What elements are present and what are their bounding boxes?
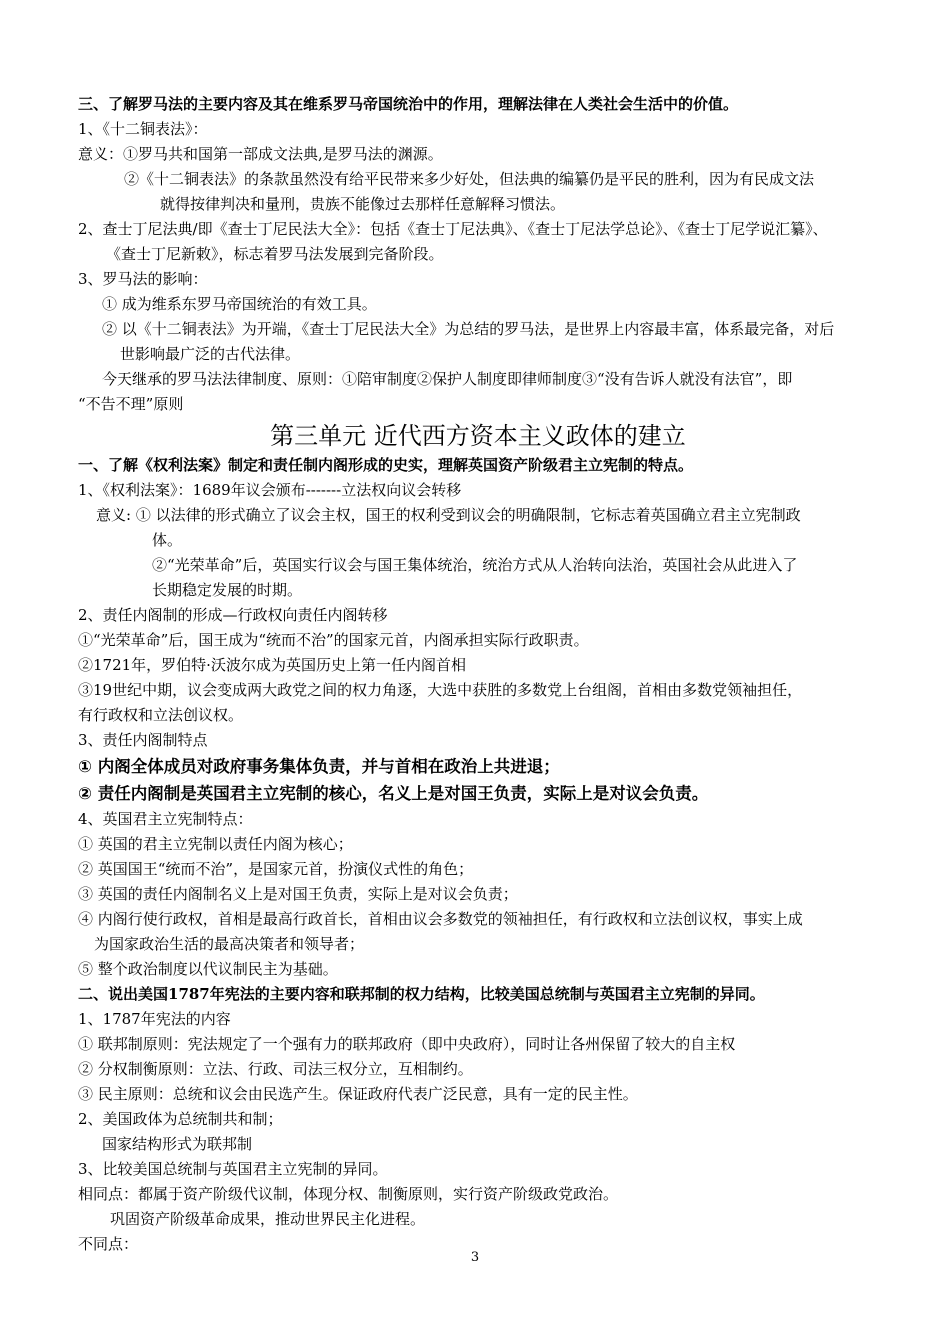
text-line: 巩固资产阶级革命成果，推动世界民主化进程。 xyxy=(110,1210,426,1228)
text-line: ③19世纪中期，议会变成两大政党之间的权力角逐，大选中获胜的多数党上台组阁，首相由多数党领袖担任， xyxy=(78,681,803,699)
text-line: 世影响最广泛的古代法律。 xyxy=(120,345,301,363)
page-number: 3 xyxy=(470,1250,480,1265)
text-line: ② 责任内阁制是英国君主立宪制的核心，名义上是对国王负责，实际上是对议会负责。 xyxy=(78,784,709,803)
text-line: 1、《十二铜表法》： xyxy=(78,120,208,138)
text-line: 体。 xyxy=(152,531,183,549)
text-line: 3、责任内阁制特点 xyxy=(78,731,208,749)
text-line: ② 分权制衡原则：立法、行政、司法三权分立，互相制约。 xyxy=(78,1060,473,1078)
text-line: 有行政权和立法创议权。 xyxy=(78,706,244,724)
text-line: ① 英国的君主立宪制以责任内阁为核心； xyxy=(78,835,353,853)
text-line: “不告不理”原则 xyxy=(78,395,184,413)
text-line: 2、查士丁尼法典/即《查士丁尼民法大全》：包括《查士丁尼法典》、《查士丁尼法学总论》、《查士丁尼学说汇纂》、 xyxy=(78,220,828,238)
text-line: 国家结构形式为联邦制 xyxy=(102,1135,253,1153)
text-line: 1、1787年宪法的内容 xyxy=(78,1010,231,1028)
text-line: 3、罗马法的影响： xyxy=(78,270,208,288)
text-line: ⑤ 整个政治制度以代议制民主为基础。 xyxy=(78,960,338,978)
text-line: ②1721年，罗伯特·沃波尔成为英国历史上第一任内阁首相 xyxy=(78,656,466,674)
text-line: 今天继承的罗马法法律制度、原则：①陪审制度②保护人制度即律师制度③“没有告诉人就没有法官”，即 xyxy=(102,370,793,388)
text-line: 长期稳定发展的时期。 xyxy=(152,581,303,599)
text-line: ② 英国国王“统而不治”，是国家元首，扮演仪式性的角色； xyxy=(78,860,474,878)
text-line: 2、责任内阁制的形成—行政权向责任内阁转移 xyxy=(78,606,388,624)
text-line: 意义: ① 以法律的形式确立了议会主权，国王的权利受到议会的明确限制，它标志着英国确立君主立宪制政 xyxy=(96,506,801,524)
document-body xyxy=(78,92,878,1257)
text-line: ②《十二铜表法》的条款虽然没有给平民带来多少好处，但法典的编纂仍是平民的胜利，因为有民成文法 xyxy=(124,170,815,188)
text-line: ① 联邦制原则：宪法规定了一个强有力的联邦政府（即中央政府），同时让各州保留了较大的自主权 xyxy=(78,1035,736,1053)
text-line: 1、《权利法案》：1689年议会颁布-------立法权向议会转移 xyxy=(78,481,462,499)
text-line: 为国家政治生活的最高决策者和领导者； xyxy=(94,935,365,953)
text-line: ④ 内阁行使行政权，首相是最高行政首长，首相由议会多数党的领袖担任，有行政权和立法创议权，事实上成 xyxy=(78,910,803,928)
text-line: 就得按律判决和量刑，贵族不能像过去那样任意解释习惯法。 xyxy=(160,195,566,213)
text-line: 不同点： xyxy=(78,1235,139,1253)
text-line: ② 以《十二铜表法》为开端，《查士丁尼民法大全》为总结的罗马法，是世界上内容最丰富，体系最完备，对后 xyxy=(102,320,835,338)
text-line: 相同点：都属于资产阶级代议制，体现分权、制衡原则，实行资产阶级政党政治。 xyxy=(78,1185,619,1203)
text-line: 4、英国君主立宪制特点： xyxy=(78,810,253,828)
text-line: ②“光荣革命”后，英国实行议会与国王集体统治，统治方式从人治转向法治，英国社会从此进入了 xyxy=(152,556,798,574)
text-line: ① 成为维系东罗马帝国统治的有效工具。 xyxy=(102,295,377,313)
text-line: 意义：①罗马共和国第一部成文法典,是罗马法的渊源。 xyxy=(78,145,443,163)
text-line: ①“光荣革命”后，国王成为“统而不治”的国家元首，内阁承担实际行政职责。 xyxy=(78,631,589,649)
section-title: 第三单元 近代西方资本主义政体的建立 xyxy=(270,422,686,450)
text-line: 二、说出美国1787年宪法的主要内容和联邦制的权力结构，比较美国总统制与英国君主立宪制的异同。 xyxy=(78,985,765,1003)
text-line: 3、比较美国总统制与英国君主立宪制的异同。 xyxy=(78,1160,388,1178)
text-line: ③ 民主原则：总统和议会由民选产生。保证政府代表广泛民意，具有一定的民主性。 xyxy=(78,1085,638,1103)
text-line: ① 内阁全体成员对政府事务集体负责，并与首相在政治上共进退； xyxy=(78,757,560,776)
text-line: 2、美国政体为总统制共和制； xyxy=(78,1110,283,1128)
text-line: 三、了解罗马法的主要内容及其在维系罗马帝国统治中的作用，理解法律在人类社会生活中的价值。 xyxy=(78,95,739,113)
text-line: ③ 英国的责任内阁制名义上是对国王负责，实际上是对议会负责； xyxy=(78,885,518,903)
text-line: 一、了解《权利法案》制定和责任制内阁形成的史实，理解英国资产阶级君主立宪制的特点。 xyxy=(78,456,694,474)
text-line: 《查士丁尼新敕》，标志着罗马法发展到完备阶段。 xyxy=(106,245,444,263)
